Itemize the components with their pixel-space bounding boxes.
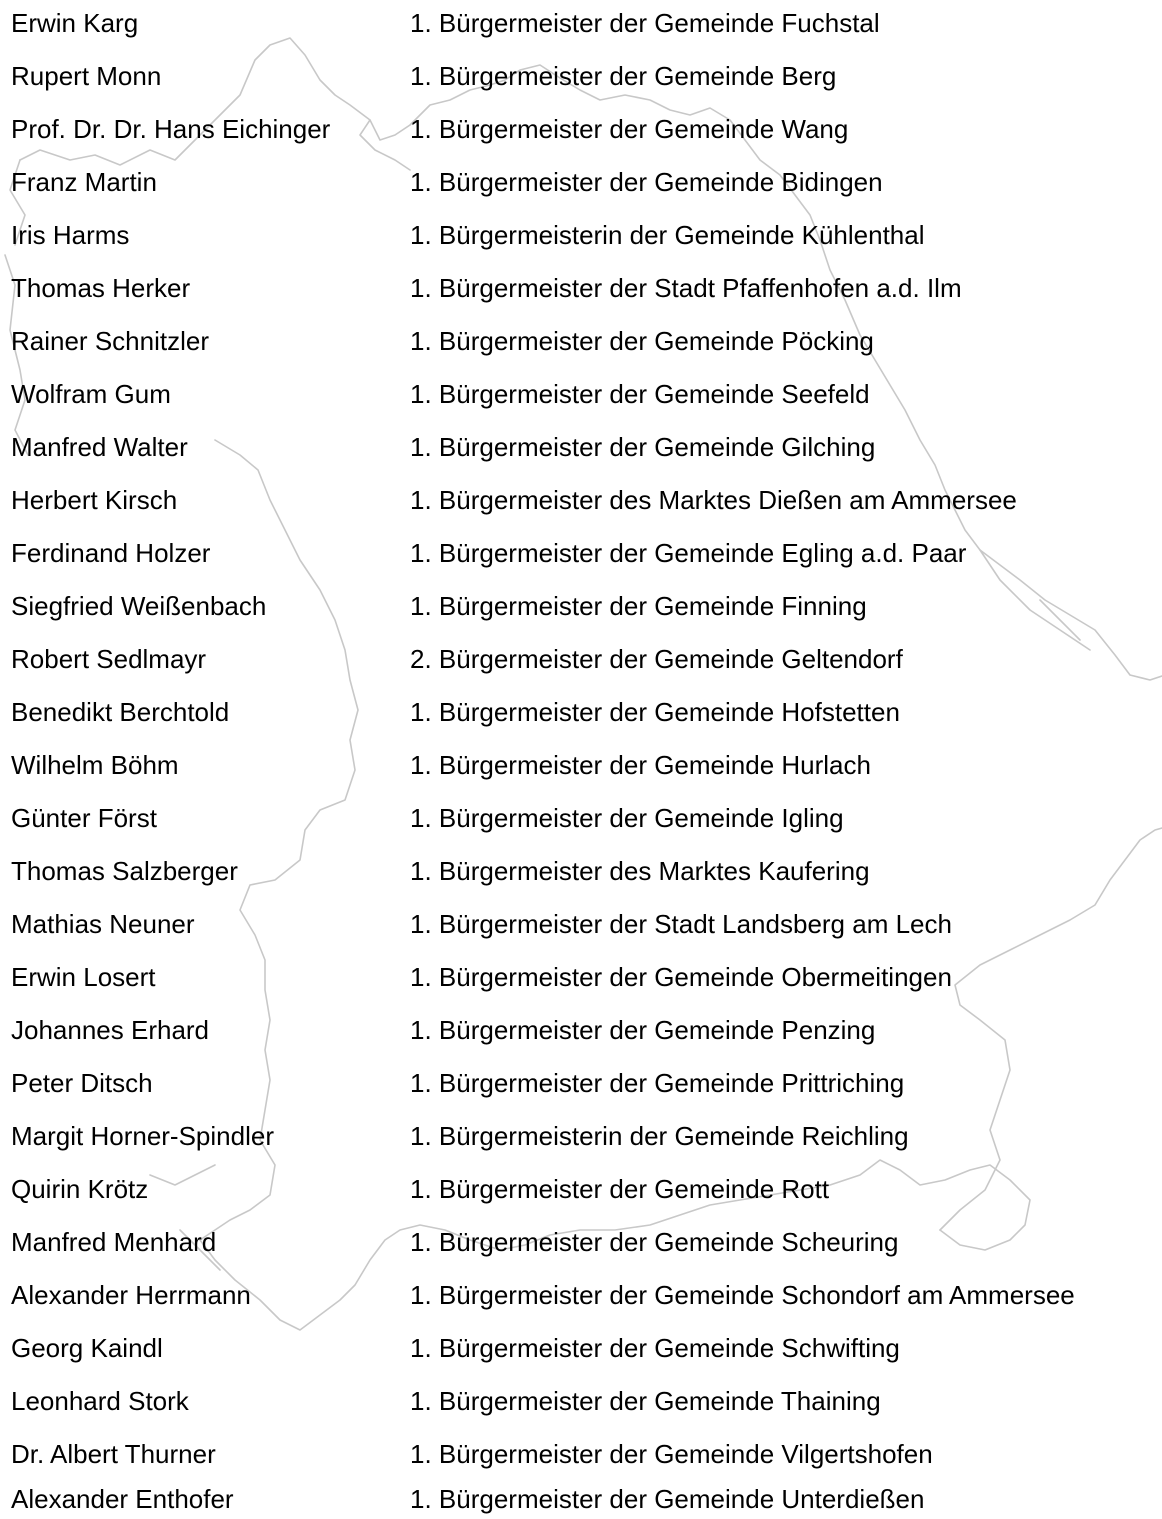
person-role: 1. Bürgermeister der Gemeinde Unterdießen [410, 1484, 925, 1514]
person-role: 1. Bürgermeisterin der Gemeinde Reichling [410, 1121, 909, 1151]
person-name: Johannes Erhard [11, 1015, 210, 1045]
list-item [0, 1222, 1162, 1262]
person-name: Quirin Krötz [11, 1174, 149, 1204]
person-role: 1. Bürgermeister der Gemeinde Seefeld [410, 379, 870, 409]
person-name: Thomas Herker [11, 273, 191, 303]
list-item [0, 692, 1162, 732]
person-role: 1. Bürgermeister der Gemeinde Scheuring [410, 1227, 899, 1257]
person-role: 1. Bürgermeister des Marktes Kaufering [410, 856, 870, 886]
person-name: Dr. Albert Thurner [11, 1439, 216, 1469]
person-role: 1. Bürgermeister der Gemeinde Igling [410, 803, 844, 833]
list-item [0, 851, 1162, 891]
person-name: Manfred Walter [11, 432, 188, 462]
person-name: Ferdinand Holzer [11, 538, 211, 568]
list-item [0, 745, 1162, 785]
list-item [0, 427, 1162, 467]
person-name: Franz Martin [11, 167, 157, 197]
list-item [0, 162, 1162, 202]
person-name: Rainer Schnitzler [11, 326, 209, 356]
list-item [0, 798, 1162, 838]
person-name: Peter Ditsch [11, 1068, 153, 1098]
person-role: 1. Bürgermeisterin der Gemeinde Kühlenthal [410, 220, 925, 250]
person-name: Alexander Herrmann [11, 1280, 251, 1310]
person-role: 1. Bürgermeister der Gemeinde Schwifting [410, 1333, 900, 1363]
person-role: 1. Bürgermeister der Stadt Pfaffenhofen a.d. Ilm [410, 273, 962, 303]
person-name: Robert Sedlmayr [11, 644, 207, 674]
person-name: Herbert Kirsch [11, 485, 178, 515]
list-item [0, 639, 1162, 679]
person-name: Thomas Salzberger [11, 856, 238, 886]
list-item [0, 268, 1162, 308]
person-role: 1. Bürgermeister der Gemeinde Wang [410, 114, 849, 144]
list-item [0, 374, 1162, 414]
person-name: Wilhelm Böhm [11, 750, 179, 780]
person-role: 1. Bürgermeister der Gemeinde Gilching [410, 432, 876, 462]
person-role: 1. Bürgermeister der Gemeinde Pöcking [410, 326, 874, 356]
person-name: Iris Harms [11, 220, 130, 250]
person-name: Wolfram Gum [11, 379, 171, 409]
person-name: Rupert Monn [11, 61, 162, 91]
list-item [0, 1479, 1162, 1519]
list-item [0, 586, 1162, 626]
person-name: Manfred Menhard [11, 1227, 217, 1257]
person-role: 1. Bürgermeister der Stadt Landsberg am Lech [410, 909, 952, 939]
person-name: Alexander Enthofer [11, 1484, 234, 1514]
list-item [0, 321, 1162, 361]
person-role: 1. Bürgermeister des Marktes Dießen am Ammersee [410, 485, 1017, 515]
list-item [0, 1275, 1162, 1315]
person-role: 1. Bürgermeister der Gemeinde Hurlach [410, 750, 871, 780]
person-name: Erwin Karg [11, 8, 139, 38]
list-item [0, 56, 1162, 96]
person-name: Siegfried Weißenbach [11, 591, 267, 621]
list-item [0, 215, 1162, 255]
person-role: 1. Bürgermeister der Gemeinde Finning [410, 591, 867, 621]
person-role: 1. Bürgermeister der Gemeinde Fuchstal [410, 8, 880, 38]
list-item [0, 480, 1162, 520]
person-role: 1. Bürgermeister der Gemeinde Egling a.d. Paar [410, 538, 967, 568]
person-role: 1. Bürgermeister der Gemeinde Hofstetten [410, 697, 900, 727]
person-name: Mathias Neuner [11, 909, 195, 939]
person-name: Günter Först [11, 803, 157, 833]
person-role: 1. Bürgermeister der Gemeinde Penzing [410, 1015, 876, 1045]
person-role: 1. Bürgermeister der Gemeinde Bidingen [410, 167, 883, 197]
person-role: 1. Bürgermeister der Gemeinde Prittriching [410, 1068, 905, 1098]
person-name: Erwin Losert [11, 962, 156, 992]
list-item [0, 109, 1162, 149]
list-item [0, 1328, 1162, 1368]
list-item [0, 957, 1162, 997]
list-item [0, 1010, 1162, 1050]
person-role: 1. Bürgermeister der Gemeinde Schondorf am Ammersee [410, 1280, 1075, 1310]
list-item [0, 1063, 1162, 1103]
person-name: Leonhard Stork [11, 1386, 189, 1416]
person-role: 1. Bürgermeister der Gemeinde Rott [410, 1174, 830, 1204]
list-item [0, 1169, 1162, 1209]
person-name: Margit Horner-Spindler [11, 1121, 274, 1151]
list-item [0, 533, 1162, 573]
person-role: 1. Bürgermeister der Gemeinde Obermeitingen [410, 962, 952, 992]
list-item [0, 1116, 1162, 1156]
person-role: 1. Bürgermeister der Gemeinde Vilgertshofen [410, 1439, 933, 1469]
list-item [0, 904, 1162, 944]
list-item [0, 1434, 1162, 1474]
person-role: 2. Bürgermeister der Gemeinde Geltendorf [410, 644, 903, 674]
person-name: Georg Kaindl [11, 1333, 163, 1363]
person-name: Benedikt Berchtold [11, 697, 230, 727]
person-name: Prof. Dr. Dr. Hans Eichinger [11, 114, 331, 144]
list-item [0, 3, 1162, 43]
list-item [0, 1381, 1162, 1421]
person-role: 1. Bürgermeister der Gemeinde Berg [410, 61, 837, 91]
person-role: 1. Bürgermeister der Gemeinde Thaining [410, 1386, 881, 1416]
